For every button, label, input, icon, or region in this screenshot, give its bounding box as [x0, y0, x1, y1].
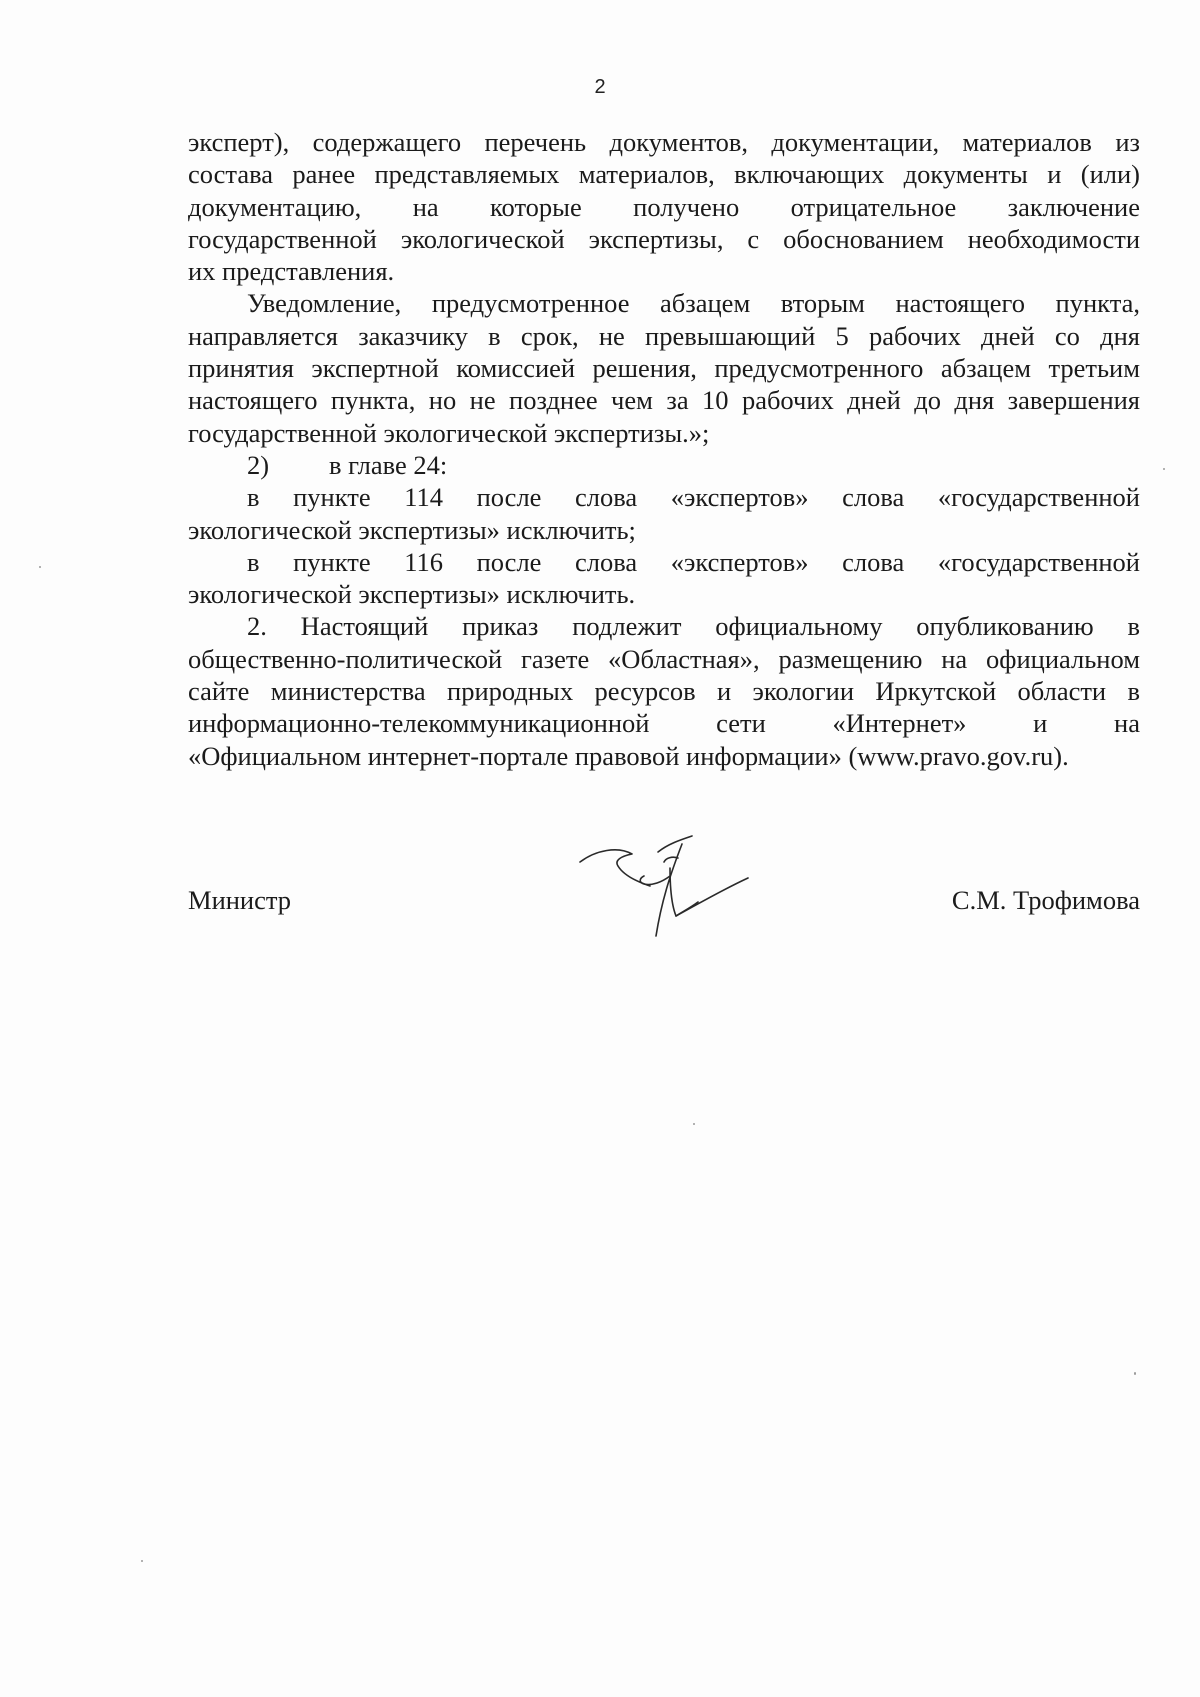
- scan-speck: [1163, 468, 1165, 470]
- list-item-text: в главе 24:: [329, 449, 448, 480]
- scan-speck: [39, 566, 41, 568]
- paragraph-point-114: [188, 481, 1140, 546]
- paragraph-notification: [188, 287, 1140, 448]
- paragraph-publication: [188, 610, 1140, 771]
- text-line: в пункте 116 после слова «экспертов» слова «государственной: [247, 546, 1140, 577]
- text-line: настоящего пункта, но не позднее чем за 10 рабочих дней до дня завершения: [188, 385, 1140, 416]
- text-line: их представления.: [188, 256, 395, 287]
- scan-speck: [1134, 1372, 1136, 1375]
- scan-speck: [141, 1560, 143, 1562]
- text-line: 2. Настоящий приказ подлежит официальному опубликованию в: [247, 611, 1140, 642]
- page-number: 2: [594, 76, 606, 98]
- text-line: в пункте 114 после слова «экспертов» слова «государственной: [247, 482, 1140, 513]
- text-line: государственной экологической экспертизы.»;: [188, 417, 710, 448]
- text-line: «Официальном интернет-портале правовой информации» (www.pravo.gov.ru).: [188, 740, 1069, 771]
- text-line: информационно-телекоммуникационной сети «Интернет» и на: [188, 708, 1140, 739]
- paragraph-expert-list: [188, 126, 1140, 287]
- signatory-position: Министр: [188, 885, 292, 915]
- document-body: [188, 126, 1140, 772]
- list-item-chapter-24: [188, 449, 1140, 481]
- text-line: эксперт), содержащего перечень документов, документации, материалов из: [188, 127, 1140, 157]
- signatory-name: С.М. Трофимова: [951, 885, 1140, 915]
- text-line: документацию, на которые получено отрицательное заключение: [188, 191, 1140, 222]
- text-line: принятия экспертной комиссией решения, предусмотренного абзацем третьим: [188, 353, 1140, 384]
- text-line: экологической экспертизы» исключить.: [188, 579, 636, 610]
- text-line: состава ранее представляемых материалов, включающих документы и (или): [188, 159, 1140, 190]
- text-line: государственной экологической экспертизы, с обоснованием необходимости: [188, 223, 1140, 254]
- text-line: экологической экспертизы» исключить;: [188, 514, 636, 545]
- paragraph-point-116: [188, 546, 1140, 611]
- text-line: Уведомление, предусмотренное абзацем вторым настоящего пункта,: [247, 288, 1140, 319]
- text-line: сайте министерства природных ресурсов и экологии Иркутской области в: [188, 676, 1140, 707]
- list-item-number: 2): [247, 449, 270, 480]
- text-line: общественно-политической газете «Областная», размещению на официальном: [188, 643, 1140, 674]
- scan-speck: [693, 1123, 695, 1125]
- text-line: направляется заказчику в срок, не превышающий 5 рабочих дней со дня: [188, 320, 1140, 351]
- signature-block: [188, 885, 1140, 925]
